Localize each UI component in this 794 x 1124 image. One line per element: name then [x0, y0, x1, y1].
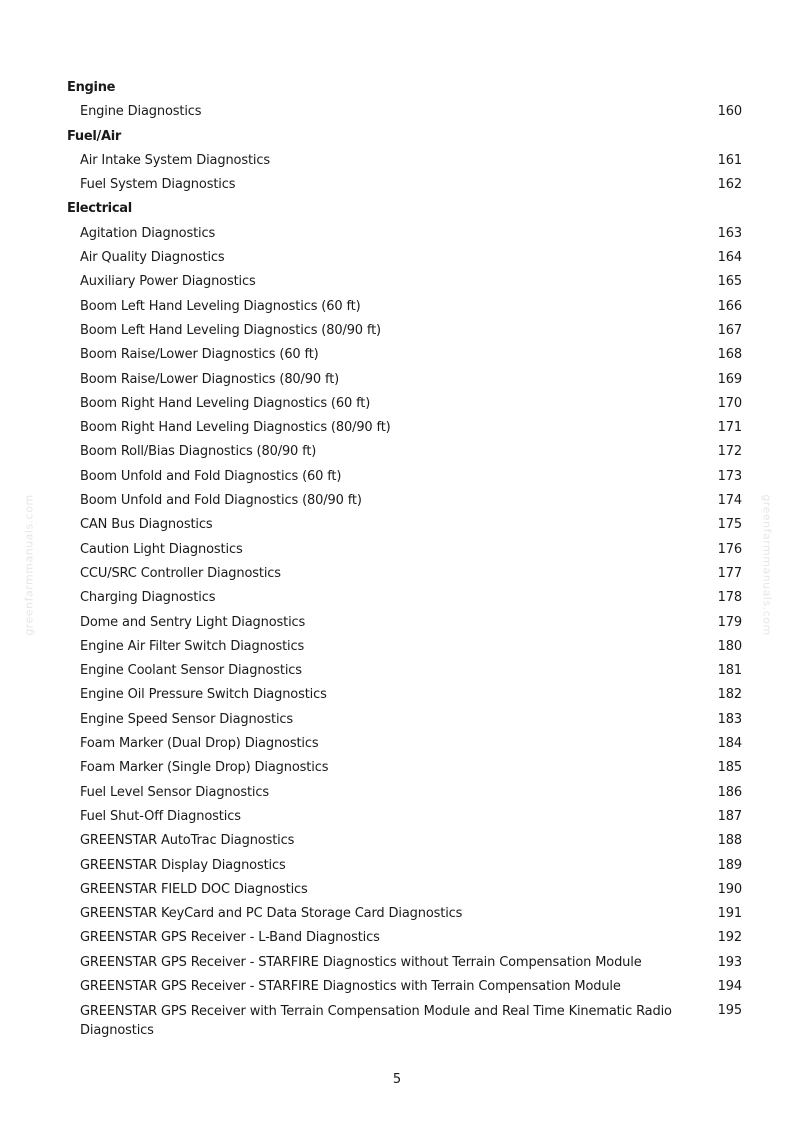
toc-entry-title: Fuel Level Sensor Diagnostics — [80, 784, 269, 800]
toc-entry[interactable] — [0, 781, 794, 805]
section-heading: Electrical — [67, 201, 132, 217]
toc-entry-title: Boom Raise/Lower Diagnostics (80/90 ft) — [80, 371, 340, 387]
toc-entry[interactable] — [0, 295, 794, 319]
toc-entry-title: Agitation Diagnostics — [80, 225, 216, 241]
toc-entry-title: GREENSTAR GPS Receiver - STARFIRE Diagnostics with Terrain Compensation Module — [80, 978, 621, 994]
toc-entry[interactable] — [0, 416, 794, 440]
toc-entry-page: 182 — [717, 687, 742, 703]
toc-entry[interactable] — [0, 926, 794, 950]
toc-entry[interactable] — [0, 489, 794, 513]
toc-entry-title: GREENSTAR FIELD DOC Diagnostics — [80, 881, 308, 897]
toc-entry[interactable] — [0, 465, 794, 489]
toc-entry-title: Engine Speed Sensor Diagnostics — [80, 711, 294, 727]
toc-entry-page: 195 — [717, 1003, 742, 1019]
toc-entry[interactable] — [0, 902, 794, 926]
toc-entry[interactable] — [0, 829, 794, 853]
toc-entry-title: Fuel Shut-Off Diagnostics — [80, 808, 241, 824]
toc-entry[interactable] — [0, 951, 794, 975]
toc-entry-page: 175 — [717, 517, 742, 533]
toc-entry[interactable] — [0, 878, 794, 902]
toc-entry-title: GREENSTAR GPS Receiver with Terrain Compensation Module and Real Time Kinematic Radio Diagnostics — [80, 1003, 672, 1039]
toc-entry-title: Foam Marker (Single Drop) Diagnostics — [80, 760, 329, 776]
toc-section-fuel-air — [0, 125, 794, 198]
toc-entry-title: CCU/SRC Controller Diagnostics — [80, 565, 281, 581]
toc-entry[interactable] — [0, 538, 794, 562]
toc-entry-title: Boom Left Hand Leveling Diagnostics (60 ft) — [80, 298, 361, 314]
toc-entry-title: GREENSTAR KeyCard and PC Data Storage Card Diagnostics — [80, 906, 463, 922]
toc-entry-title: GREENSTAR GPS Receiver - STARFIRE Diagnostics without Terrain Compensation Module — [80, 954, 642, 970]
toc-entry[interactable] — [0, 222, 794, 246]
toc-entry-title: Boom Roll/Bias Diagnostics (80/90 ft) — [80, 444, 317, 460]
table-of-contents — [0, 76, 794, 1041]
toc-entry-page: 193 — [717, 954, 742, 970]
toc-entry-title: Auxiliary Power Diagnostics — [80, 274, 256, 290]
toc-entry-page: 160 — [717, 104, 742, 120]
toc-entry-page: 179 — [717, 614, 742, 630]
toc-entry-page: 169 — [717, 371, 742, 387]
toc-entry-page: 183 — [717, 711, 742, 727]
section-heading: Fuel/Air — [67, 128, 122, 144]
toc-entry-title: Foam Marker (Dual Drop) Diagnostics — [80, 736, 319, 752]
toc-entry-page: 163 — [717, 225, 742, 241]
toc-entry-page: 174 — [717, 493, 742, 509]
toc-entry-page: 176 — [717, 541, 742, 557]
toc-entry-page: 171 — [717, 420, 742, 436]
toc-entry-title: GREENSTAR AutoTrac Diagnostics — [80, 833, 295, 849]
toc-entry[interactable] — [0, 683, 794, 707]
toc-entry-page: 168 — [717, 347, 742, 363]
toc-section-electrical — [0, 197, 794, 1040]
toc-entry-page: 187 — [717, 808, 742, 824]
toc-entry[interactable] — [0, 611, 794, 635]
toc-entry-title: GREENSTAR Display Diagnostics — [80, 857, 286, 873]
toc-entry-page: 186 — [717, 784, 742, 800]
toc-entry[interactable] — [0, 173, 794, 197]
toc-entry[interactable] — [0, 586, 794, 610]
toc-entry[interactable] — [0, 319, 794, 343]
toc-entry-title: Engine Oil Pressure Switch Diagnostics — [80, 687, 327, 703]
toc-entry[interactable] — [0, 708, 794, 732]
toc-entry[interactable] — [0, 975, 794, 999]
toc-entry[interactable] — [0, 270, 794, 294]
toc-entry[interactable] — [0, 246, 794, 270]
toc-entry-page: 161 — [717, 152, 742, 168]
toc-entry-title: Boom Raise/Lower Diagnostics (60 ft) — [80, 347, 319, 363]
toc-entry-page: 184 — [717, 736, 742, 752]
toc-entry-title: CAN Bus Diagnostics — [80, 517, 213, 533]
toc-entry[interactable] — [0, 732, 794, 756]
toc-entry-title: Boom Unfold and Fold Diagnostics (60 ft) — [80, 468, 342, 484]
toc-entry-page: 173 — [717, 468, 742, 484]
toc-entry-title: Engine Air Filter Switch Diagnostics — [80, 638, 305, 654]
toc-entry-title: Engine Coolant Sensor Diagnostics — [80, 663, 302, 679]
toc-entry-title: Boom Right Hand Leveling Diagnostics (60 ft) — [80, 395, 371, 411]
toc-entry-page: 178 — [717, 590, 742, 606]
toc-entry-page: 189 — [717, 857, 742, 873]
toc-entry-page: 194 — [717, 978, 742, 994]
toc-entry[interactable] — [0, 513, 794, 537]
toc-entry-page: 166 — [717, 298, 742, 314]
toc-entry[interactable] — [0, 149, 794, 173]
toc-section-engine — [0, 76, 794, 125]
toc-entry-page: 190 — [717, 881, 742, 897]
toc-entry[interactable] — [0, 562, 794, 586]
toc-entry-page: 162 — [717, 177, 742, 193]
toc-entry-page: 185 — [717, 760, 742, 776]
toc-entry-title: Charging Diagnostics — [80, 590, 216, 606]
toc-entry-page: 191 — [717, 906, 742, 922]
toc-entry-page: 181 — [717, 663, 742, 679]
toc-entry-page: 170 — [717, 395, 742, 411]
toc-entry-page: 192 — [717, 930, 742, 946]
toc-entry-title: Boom Left Hand Leveling Diagnostics (80/90 ft) — [80, 322, 381, 338]
toc-entry[interactable] — [0, 392, 794, 416]
toc-entry[interactable] — [0, 635, 794, 659]
toc-entry-page: 165 — [717, 274, 742, 290]
toc-entry-page: 177 — [717, 565, 742, 581]
toc-entry-page: 188 — [717, 833, 742, 849]
toc-entry[interactable] — [0, 440, 794, 464]
toc-entry-title: Engine Diagnostics — [80, 104, 202, 120]
toc-entry-page: 180 — [717, 638, 742, 654]
watermark-left: greenfarmmanuals.com — [22, 494, 36, 636]
toc-entry[interactable] — [0, 368, 794, 392]
toc-entry-page: 167 — [717, 322, 742, 338]
toc-entry-title: Caution Light Diagnostics — [80, 541, 243, 557]
page-number: 5 — [392, 1072, 402, 1087]
toc-entry-title: GREENSTAR GPS Receiver - L-Band Diagnostics — [80, 930, 380, 946]
toc-entry-title: Fuel System Diagnostics — [80, 177, 236, 193]
toc-entry-title: Dome and Sentry Light Diagnostics — [80, 614, 306, 630]
toc-entry-page: 164 — [717, 250, 742, 266]
toc-entry[interactable] — [0, 343, 794, 367]
toc-entry-title: Boom Right Hand Leveling Diagnostics (80/90 ft) — [80, 420, 391, 436]
watermark-right: greenfarmmanuals.com — [760, 494, 774, 636]
toc-entry-title: Air Quality Diagnostics — [80, 250, 225, 266]
toc-entry[interactable] — [0, 854, 794, 878]
toc-entry-page: 172 — [717, 444, 742, 460]
toc-entry[interactable] — [0, 805, 794, 829]
toc-entry-title: Air Intake System Diagnostics — [80, 152, 271, 168]
toc-entry[interactable] — [0, 999, 794, 1040]
section-heading: Engine — [67, 80, 116, 95]
toc-entry[interactable] — [0, 100, 794, 124]
toc-entry[interactable] — [0, 659, 794, 683]
toc-entry-title: Boom Unfold and Fold Diagnostics (80/90 ft) — [80, 493, 362, 509]
toc-entry[interactable] — [0, 756, 794, 780]
